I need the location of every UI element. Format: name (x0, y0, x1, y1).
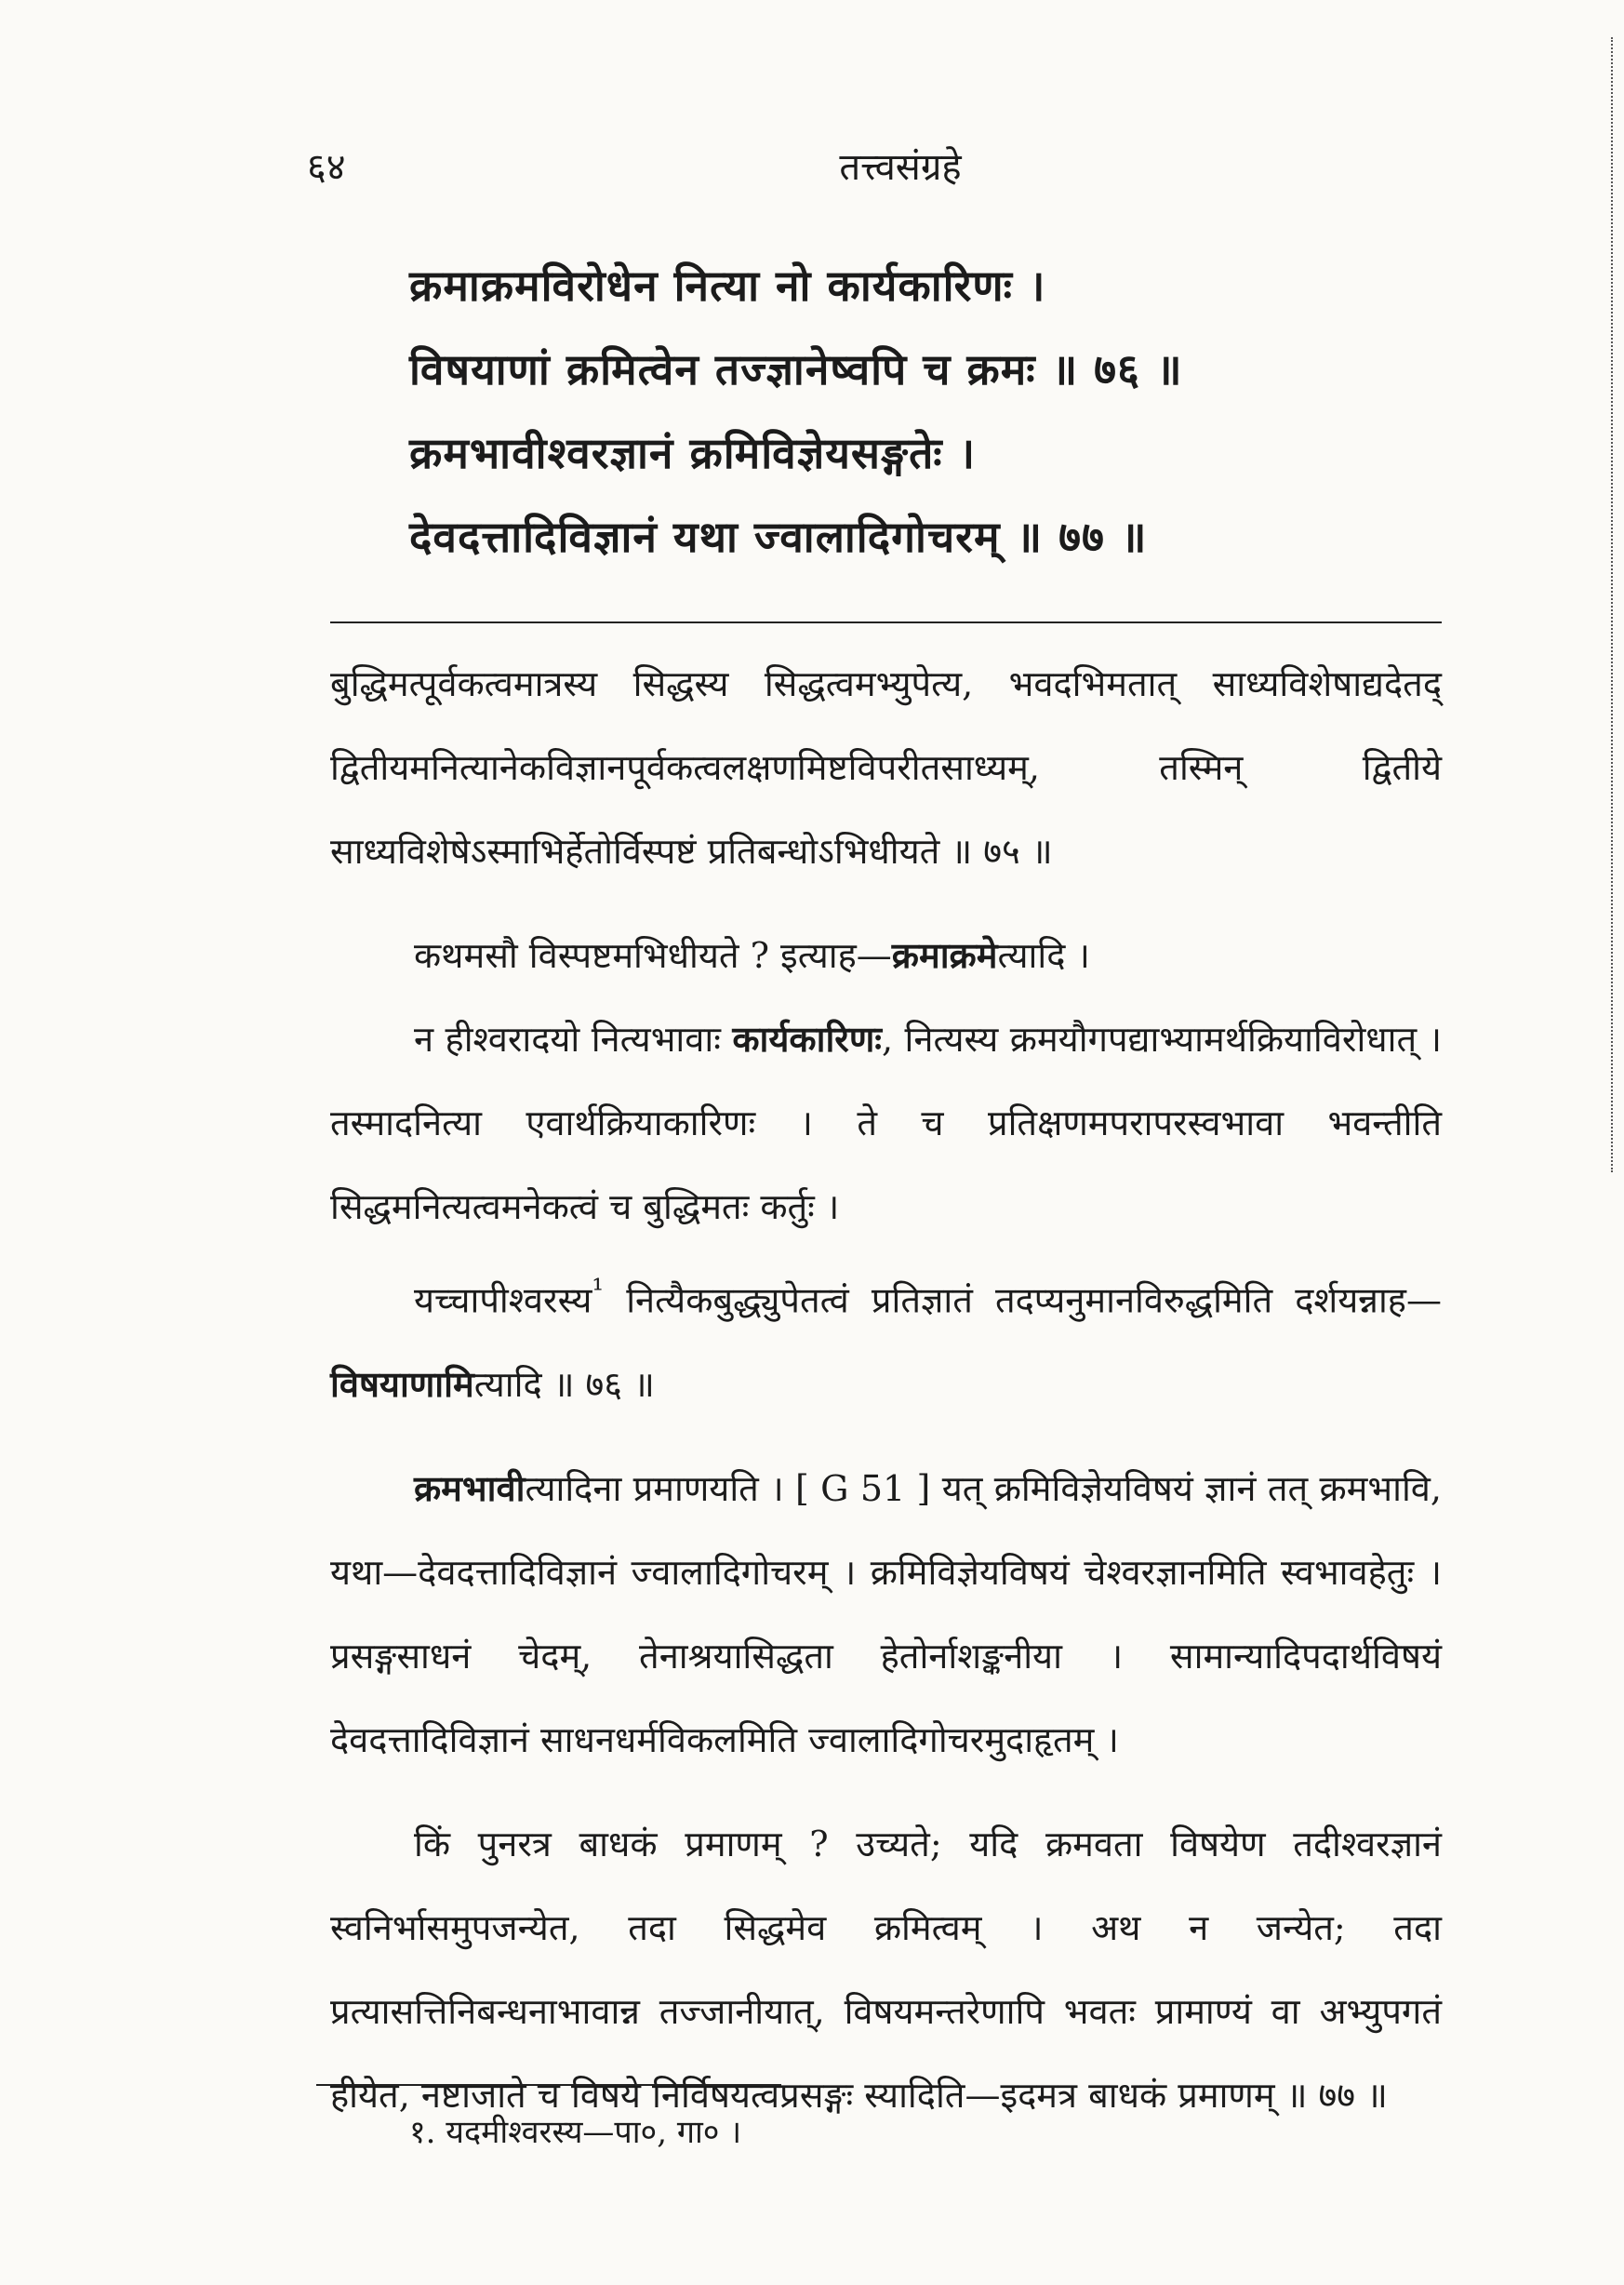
page-number: ६४ (307, 146, 346, 189)
paragraph-text: , नित्यस्य क्रमयौगपद्याभ्यामर्थक्रियाविरोधात् । तस्मादनित्या एवार्थक्रियाकारिणः । ते च प्रतिक्षणमपरापरस्वभावा भवन्तीति सिद्धमनित्यत्वमनेकत्वं च बुद्धिमतः कर्तुः । (330, 1019, 1442, 1227)
commentary-paragraph: बुद्धिमत्पूर्वकत्वमात्रस्य सिद्धस्य सिद्धत्वमभ्युपेत्य, भवदभिमतात् साध्यविशेषाद्यदेतद् द्वितीयमनित्यानेकविज्ञानपूर्वकत्वलक्षणमिष्टविपरीतसाध्यम्, तस्मिन् द्वितीये साध्यविशेषेऽस्माभिर्हेतोर्विस्पष्टं प्रतिबन्धोऽभिधीयते ॥ ७५ ॥ (330, 663, 1442, 872)
commentary-paragraph (330, 914, 1442, 997)
lemma: विषयाणामि (330, 1362, 474, 1405)
paragraph-text: कथमसौ विस्पष्टमभिधीयते ? इत्याह— (414, 935, 892, 976)
footnote: १. यदमीश्वरस्य—पा०, गा० । (409, 2114, 742, 2151)
running-title: तत्त्वसंग्रहे (839, 146, 962, 189)
verse-divider (330, 621, 1442, 623)
verse-block (409, 244, 1386, 579)
binding-edge (1611, 37, 1624, 1172)
paragraph-text: त्यादिना प्रमाणयति । [ G 51 ] यत् क्रमिविज्ञेयविषयं ज्ञानं तत् क्रमभावि, यथा—देवदत्तादिविज्ञानं ज्वालादिगोचरम् । क्रमिविज्ञेयविषयं चेश्वरज्ञानमिति स्वभावहेतुः । प्रसङ्गसाधनं चेदम्, तेनाश्रयासिद्धता हेतोर्नाशङ्कनीया । सामान्यादिपदार्थविषयं देवदत्तादिविज्ञानं साधनधर्मविकलमिति ज्वालादिगोचरमुदाहृतम् । (330, 1467, 1442, 1760)
footnote-marker: ¹ (592, 1274, 605, 1307)
commentary-paragraph (330, 1447, 1442, 1782)
paragraph-text: नित्यैकबुद्ध्युपेतत्वं प्रतिज्ञातं तदप्यनुमानविरुद्धमिति दर्शयन्नाह— (604, 1279, 1442, 1321)
paragraph-text: त्यादि ॥ ७६ ॥ (473, 1363, 655, 1405)
verse-line: क्रमाक्रमविरोधेन नित्या नो कार्यकारिणः । (409, 261, 1046, 311)
verse-line: देवदत्तादिविज्ञानं यथा ज्वालादिगोचरम् ॥ ७७ ॥ (409, 512, 1148, 562)
commentary (330, 642, 1442, 2137)
page-header (307, 140, 1494, 205)
verse-line: विषयाणां क्रमित्वेन तज्ज्ञानेष्वपि च क्रमः ॥ ७६ ॥ (409, 344, 1183, 394)
lemma: क्रमाक्रमे (891, 934, 998, 976)
lemma: क्रमभावी (414, 1466, 526, 1509)
lemma: कार्यकारिणः (732, 1018, 882, 1060)
commentary-paragraph (330, 1249, 1442, 1426)
paragraph-text: त्यादि । (997, 935, 1090, 976)
commentary-paragraph: किं पुनरत्र बाधकं प्रमाणम् ? उच्यते; यदि क्रमवता विषयेण तदीश्वरज्ञानं स्वनिर्भासमुपजन्येत, तदा सिद्धमेव क्रमित्वम् । अथ न जन्येत; तदा प्रत्यासत्तिनिबन्धनाभावान्न तज्जानीयात्, विषयमन्तरेणापि भवतः प्रामाण्यं वा अभ्युपगतं हीयेत, नष्टाजाते च विषये निर्विषयत्वप्रसङ्गः स्यादिति—इदमत्र बाधकं प्रमाणम् ॥ ७७ ॥ (330, 1823, 1442, 2116)
commentary-paragraph (330, 997, 1442, 1249)
paragraph-text: यच्चापीश्वरस्य (414, 1279, 592, 1321)
footnote-divider (316, 2084, 781, 2086)
paragraph-text: न हीश्वरादयो नित्यभावाः (414, 1019, 733, 1060)
verse-line: क्रमभावीश्वरज्ञानं क्रमिविज्ञेयसङ्गतेः । (409, 428, 977, 478)
